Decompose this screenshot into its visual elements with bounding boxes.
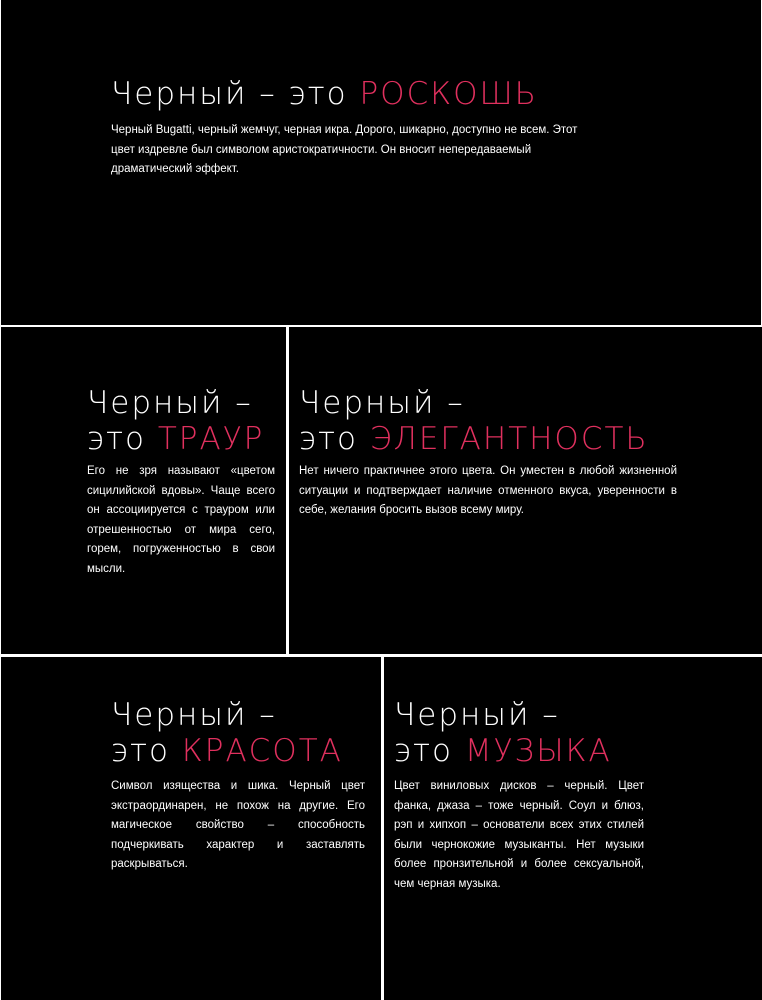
- title-line-1: Черный –: [394, 697, 560, 733]
- title-line-2: [299, 421, 649, 457]
- title-accent: КРАСОТА: [181, 733, 343, 769]
- section-body: Его не зря называют «цветом сицилийской вдовы». Чаще всего он ассоциируется с трауром или отрешенностью от мира сего, горем, погруженностью в свои мысли.: [87, 465, 275, 575]
- title-prefix: это: [299, 421, 370, 457]
- section-title: [87, 385, 264, 457]
- section-body: Нет ничего практичнее этого цвета. Он уместен в любой жизненной ситуации и подтверждает наличие отменного вкуса, уверенности в себе, желания бросить вызов всему миру.: [299, 465, 677, 516]
- title-prefix: это: [111, 733, 182, 769]
- title-accent: МУЗЫКА: [464, 733, 612, 769]
- title-accent: ТРАУР: [157, 421, 265, 457]
- title-prefix: это: [87, 421, 158, 457]
- section-body: Цвет виниловых дисков – черный. Цвет фанка, джаза – тоже черный. Соул и блюз, рэп и хипхоп – основатели всех этих стилей были чернокожие музыканты. Нет музыки более пронзительной и более сексуальной, чем черная музыка.: [394, 780, 644, 890]
- title-line-2: [87, 421, 264, 457]
- title-line-1: Черный –: [299, 385, 465, 421]
- section-title: [299, 385, 649, 457]
- section-title: [111, 697, 343, 769]
- title-accent: РОСКОШЬ: [359, 76, 538, 112]
- title-prefix: это: [394, 733, 465, 769]
- title-line-2: [111, 733, 343, 769]
- section-title: [394, 697, 612, 769]
- title-accent: ЭЛЕГАНТНОСТЬ: [369, 421, 649, 457]
- section-mourning: [1, 327, 286, 654]
- title-prefix: Черный – это: [111, 76, 360, 112]
- section-elegance: [289, 327, 762, 654]
- section-title: [111, 76, 538, 112]
- section-body: Символ изящества и шика. Черный цвет экстраординарен, не похож на другие. Его магическое свойство – способность подчеркивать характер и заставлять раскрываться.: [111, 780, 365, 870]
- title-line-1: Черный –: [111, 697, 277, 733]
- title-line-2: [394, 733, 612, 769]
- section-music: [384, 657, 762, 1000]
- title-line-1: Черный –: [87, 385, 253, 421]
- section-luxury: [1, 0, 761, 325]
- section-body: Черный Bugatti, черный жемчуг, черная икра. Дорого, шикарно, доступно не всем. Этот цвет издревле был символом аристократичности. Он вносит непередаваемый драматический эффект.: [111, 124, 578, 175]
- section-beauty: [1, 657, 381, 1000]
